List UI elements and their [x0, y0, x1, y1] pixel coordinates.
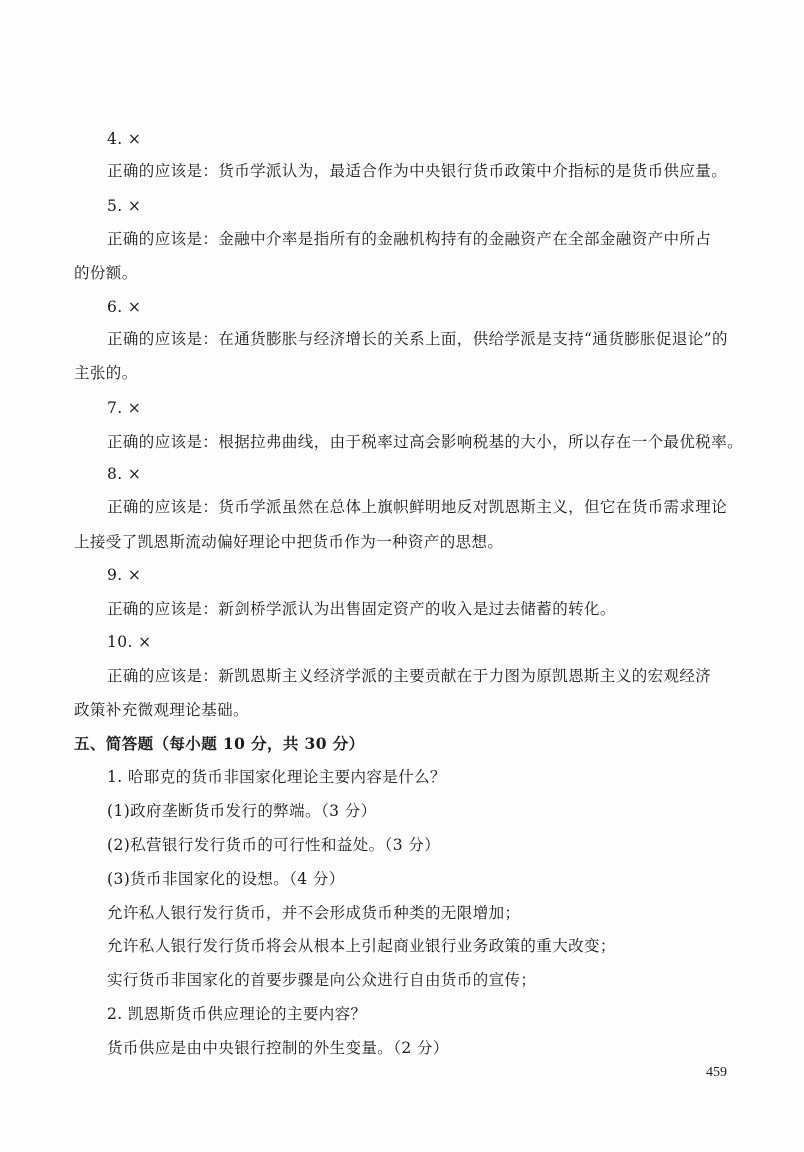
item-6-text-line-1: 正确的应该是：在通货膨胀与经济增长的关系上面，供给学派是支持“通货膨胀促退论”的 [107, 330, 728, 348]
question-2: 2. 凯恩斯货币供应理论的主要内容？ [107, 1005, 367, 1023]
item-8-text-line-2: 上接受了凯恩斯流动偏好理论中把货币作为一种资产的思想。 [74, 533, 504, 551]
item-6-number: 6. × [107, 298, 142, 316]
question-1-sub-1: 允许私人银行发行货币，并不会形成货币种类的无限增加； [107, 904, 521, 922]
item-5-text-line-2: 的份额。 [74, 264, 138, 282]
question-1-point-2: (2)私营银行发行货币的可行性和益处。（3 分） [107, 836, 441, 854]
item-10-number: 10. × [107, 633, 152, 651]
item-7-number: 7. × [107, 399, 142, 417]
item-10-text-line-2: 政策补充微观理论基础。 [74, 701, 249, 719]
question-1-point-1: (1)政府垄断货币发行的弊端。（3 分） [107, 802, 377, 820]
question-1-sub-2: 允许私人银行发行货币将会从根本上引起商业银行业务政策的重大改变； [107, 937, 616, 955]
question-2-point-1: 货币供应是由中央银行控制的外生变量。（2 分） [107, 1039, 449, 1057]
item-8-text-line-1: 正确的应该是：货币学派虽然在总体上旗帜鲜明地反对凯恩斯主义，但它在货币需求理论 [107, 498, 728, 516]
item-4-text-line-1: 正确的应该是：货币学派认为，最适合作为中央银行货币政策中介指标的是货币供应量。 [107, 162, 728, 180]
item-5-text-line-1: 正确的应该是：金融中介率是指所有的金融机构持有的金融资产在全部金融资产中所占 [107, 230, 712, 248]
item-7-text-line-1: 正确的应该是：根据拉弗曲线，由于税率过高会影响税基的大小，所以存在一个最优税率。 [107, 433, 744, 451]
item-5-number: 5. × [107, 197, 142, 215]
question-1-sub-3: 实行货币非国家化的首要步骤是向公众进行自由货币的宣传； [107, 971, 537, 989]
item-8-number: 8. × [107, 465, 142, 483]
item-4-number: 4. × [107, 130, 142, 148]
item-10-text-line-1: 正确的应该是：新凯恩斯主义经济学派的主要贡献在于力图为原凯恩斯主义的宏观经济 [107, 667, 712, 685]
item-6-text-line-2: 主张的。 [74, 364, 138, 382]
question-1-point-3: (3)货币非国家化的设想。（4 分） [107, 870, 345, 888]
question-1: 1. 哈耶克的货币非国家化理论主要内容是什么？ [107, 768, 446, 786]
page-number: 459 [706, 1065, 727, 1080]
section-5-heading: 五、简答题（每小题 10 分，共 30 分） [74, 734, 365, 753]
item-9-text-line-1: 正确的应该是：新剑桥学派认为出售固定资产的收入是过去储蓄的转化。 [107, 600, 616, 618]
item-9-number: 9. × [107, 566, 142, 584]
